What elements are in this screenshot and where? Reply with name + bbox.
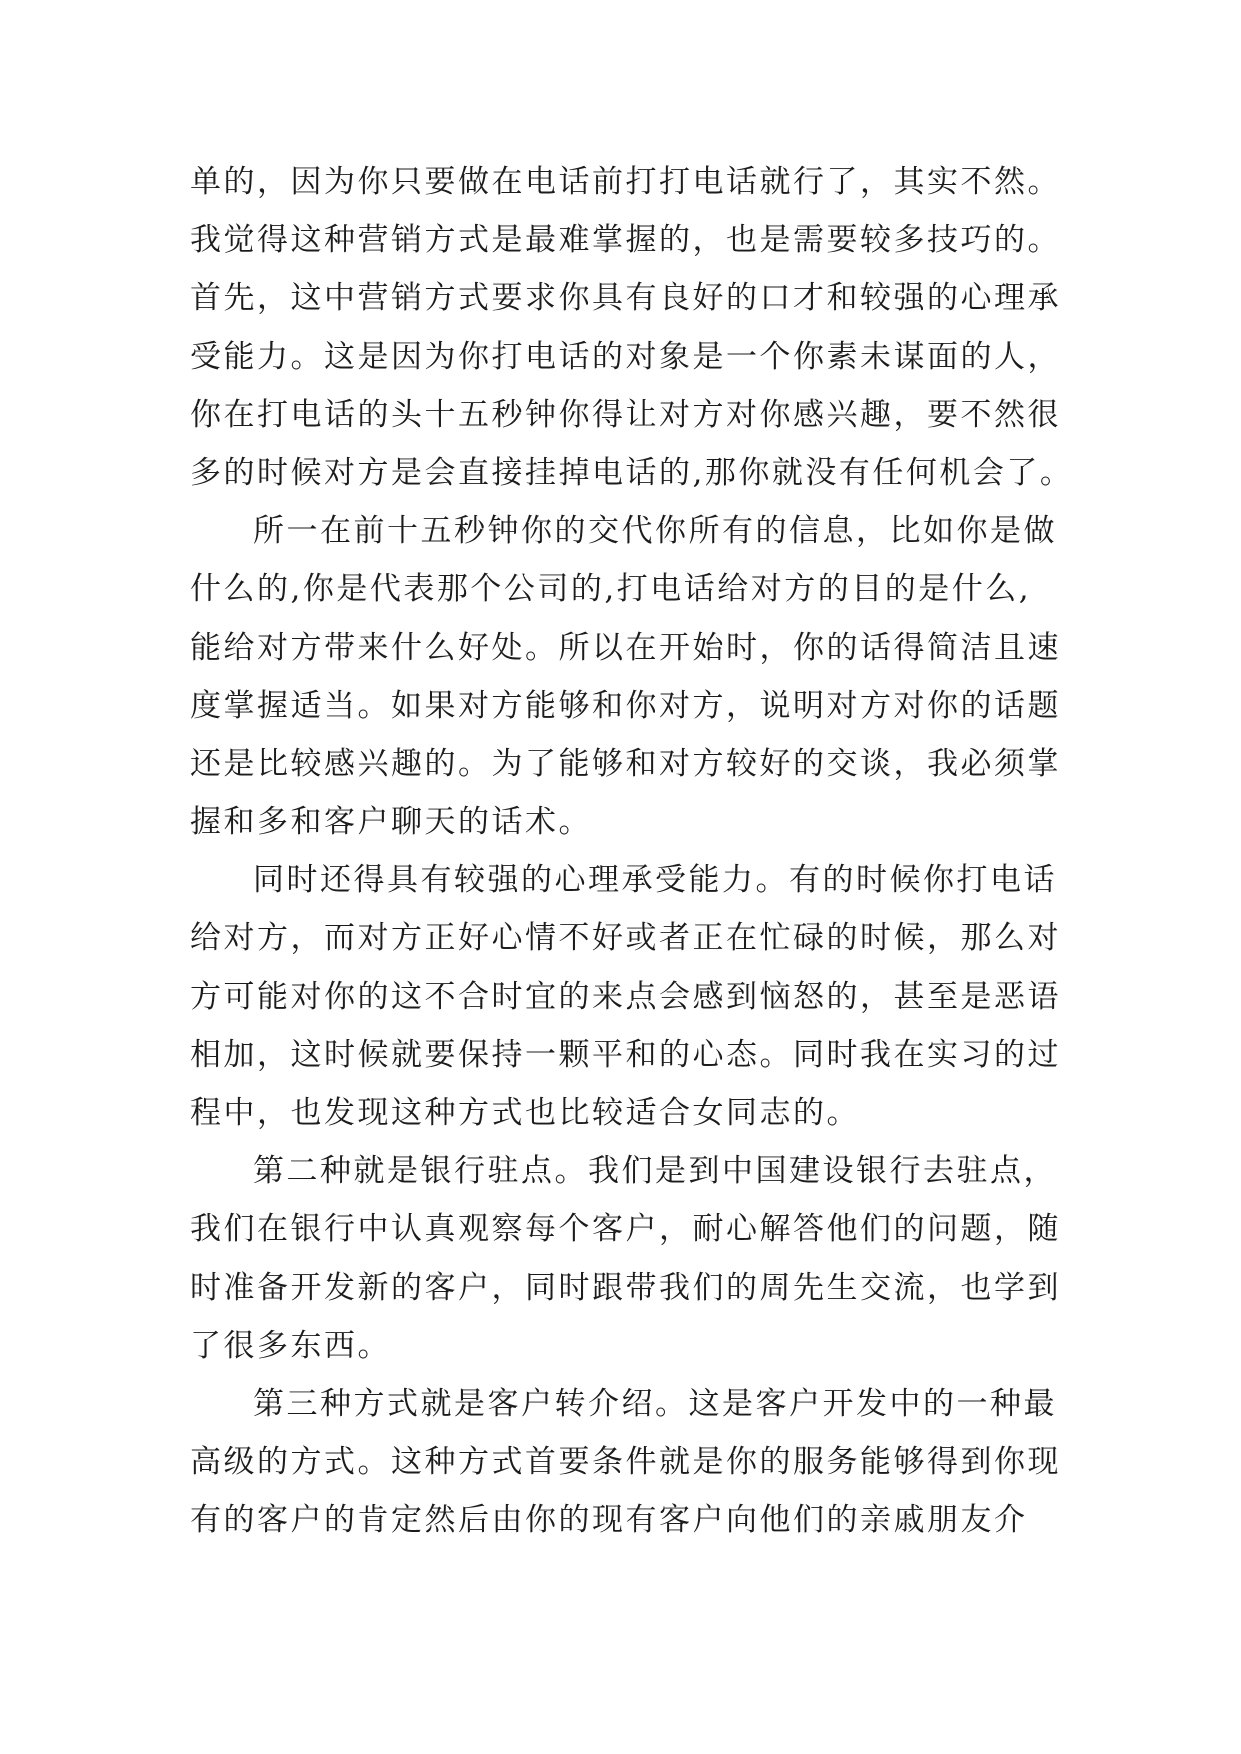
paragraph-first-line: 第三种方式就是客户转介绍。这是客户开发中的一种最 bbox=[253, 1385, 1057, 1422]
text-line: 高级的方式。这种方式首要条件就是你的服务能够得到你现 bbox=[190, 1444, 1061, 1481]
text-line: 程中，也发现这种方式也比较适合女同志的。 bbox=[190, 1095, 860, 1131]
text-line: 能给对方带来什么好处。所以在开始时，你的话得简洁且速 bbox=[190, 629, 1061, 666]
text-line: 受能力。这是因为你打电话的对象是一个你素未谋面的人， bbox=[190, 338, 1061, 375]
text-line: 多的时候对方是会直接挂掉电话的,那你就没有任何机会了。 bbox=[190, 454, 1074, 491]
text-line: 首先，这中营销方式要求你具有良好的口才和较强的心理承 bbox=[190, 280, 1061, 317]
text-line: 你在打电话的头十五秒钟你得让对方对你感兴趣，要不然很 bbox=[190, 396, 1061, 433]
text-line: 我们在银行中认真观察每个客户，耐心解答他们的问题，随 bbox=[190, 1211, 1061, 1248]
text-line: 时准备开发新的客户，同时跟带我们的周先生交流，也学到 bbox=[190, 1269, 1061, 1306]
document-body bbox=[190, 153, 1074, 1550]
text-line: 有的客户的肯定然后由你的现有客户向他们的亲戚朋友介 bbox=[190, 1502, 1028, 1539]
paragraph-first-line: 同时还得具有较强的心理承受能力。有的时候你打电话 bbox=[253, 862, 1057, 899]
text-line: 了很多东西。 bbox=[190, 1327, 391, 1364]
text-line: 握和多和客户聊天的话术。 bbox=[190, 804, 592, 841]
text-line: 我觉得这种营销方式是最难掌握的，也是需要较多技巧的。 bbox=[190, 222, 1061, 259]
text-line: 什么的,你是代表那个公司的,打电话给对方的目的是什么, bbox=[190, 571, 1032, 608]
text-line: 单的，因为你只要做在电话前打打电话就行了，其实不然。 bbox=[190, 164, 1061, 200]
paragraph-first-line: 所一在前十五秒钟你的交代你所有的信息，比如你是做 bbox=[253, 513, 1057, 550]
paragraph-first-line: 第二种就是银行驻点。我们是到中国建设银行去驻点， bbox=[253, 1153, 1057, 1190]
text-line: 度掌握适当。如果对方能够和你对方，说明对方对你的话题 bbox=[190, 687, 1061, 724]
text-line: 给对方，而对方正好心情不好或者正在忙碌的时候，那么对 bbox=[190, 920, 1061, 957]
text-line: 方可能对你的这不合时宜的来点会感到恼怒的，甚至是恶语 bbox=[190, 978, 1061, 1015]
text-line: 还是比较感兴趣的。为了能够和对方较好的交谈，我必须掌 bbox=[190, 745, 1061, 782]
text-line: 相加，这时候就要保持一颗平和的心态。同时我在实习的过 bbox=[190, 1036, 1061, 1073]
